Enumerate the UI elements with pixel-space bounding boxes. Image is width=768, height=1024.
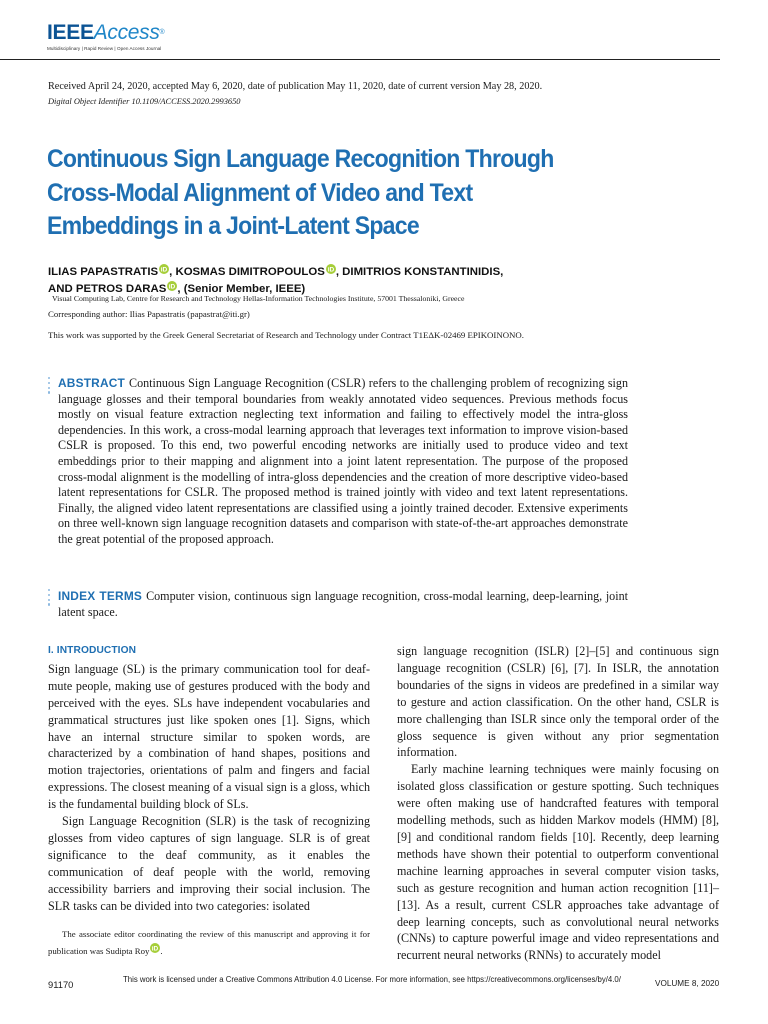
logo-ieee: IEEE [47, 21, 94, 44]
editor-footnote: The associate editor coordinating the review of this manuscript and approving it for publication was Sudipta Roy iD . [48, 929, 370, 956]
header-rule [0, 59, 720, 60]
author-name: ILIAS PAPASTRATIS [48, 266, 159, 278]
doi[interactable]: Digital Object Identifier 10.1109/ACCESS.2020.2993650 [48, 97, 241, 106]
index-terms [58, 589, 628, 620]
affiliation: Visual Computing Lab, Centre for Research and Technology Hellas-Information Technologies Institute, 57001 Thessaloniki, Greece [52, 294, 465, 303]
svg-text:iD: iD [152, 945, 159, 953]
abstract-label: ABSTRACT [58, 376, 125, 390]
orcid-icon[interactable] [326, 264, 336, 274]
corresponding-author: Corresponding author: Ilias Papastratis (papastrat@iti.gr) [48, 309, 250, 319]
body-paragraph: Sign language (SL) is the primary communication tool for deaf-mute people, making use of gestures produced with the body and perceived with the eyes. SLs have independent vocabularies and grammatical structures just like spoken ones [1]. Signs, which have an internal structure similar to spoken words, are characterized by a combination of hand shapes, positions and motion trajectories, orientations of palm and fingers and facial expressions. The closest meaning of a visual sign is a gloss, which is the fundamental building block of SLs. [48, 661, 370, 812]
publication-dates: Received April 24, 2020, accepted May 6, 2020, date of publication May 11, 2020, date of current version May 28, 2020. [48, 81, 543, 92]
volume-info: VOLUME 8, 2020 [655, 979, 720, 988]
abstract [58, 376, 628, 548]
logo-tagline: Multidisciplinary | Rapid Review | Open Access Journal [47, 46, 162, 51]
dotted-marker-icon [48, 377, 52, 396]
author-name: KOSMAS DIMITROPOULOS [175, 266, 325, 278]
svg-text:iD: iD [160, 266, 168, 274]
dotted-marker-icon [48, 589, 52, 608]
license-notice[interactable]: This work is licensed under a Creative Commons Attribution 4.0 License. For more information, see https://creativecommons.org/licenses/by/4.0/ [123, 975, 621, 984]
title-line: Continuous Sign Language Recognition Through [47, 146, 554, 173]
abstract-text: Continuous Sign Language Recognition (CSLR) refers to the challenging problem of recognizing sign language glosses and their temporal boundaries from weakly annotated video sequences. Previous methods focus mostly on visual feature extraction neglecting text information and failing to effectively model the intra-gloss dependencies. In this work, a cross-modal learning approach that leverages text information to improve vision-based CSLR is proposed. To this end, two powerful encoding networks are initially used to produce video and text embeddings prior to their mapping and alignment into a joint latent representation. The purpose of the proposed cross-modal alignment is the modelling of intra-gloss dependencies and the creation of more descriptive video-based latent representations for CSLR. The proposed method is trained jointly with video and text latent representations. Finally, the aligned video latent representations are classified using a jointly trained decoder. Extensive experiments on three well-known sign language recognition datasets and comparison with state-of-the-art approaches demonstrate the great potential of the proposed approach. [58, 376, 628, 546]
body-column-left [48, 643, 370, 915]
title-line: Cross-Modal Alignment of Video and Text [47, 179, 473, 207]
orcid-icon[interactable] [150, 943, 160, 953]
author-name: DIMITRIOS KONSTANTINIDIS, [342, 266, 504, 278]
author-name: AND PETROS DARAS [48, 282, 167, 295]
orcid-icon[interactable] [159, 264, 169, 274]
section-heading: I. INTRODUCTION [48, 645, 137, 656]
editor-note-text: The associate editor coordinating the review of this manuscript and approving it for publication was Sudipta Roy [48, 929, 370, 956]
title-line: Embeddings in a Joint-Latent Space [47, 213, 419, 240]
body-paragraph: Sign Language Recognition (SLR) is the task of recognizing glosses from video captures of sign language. SLR is of great significance to the deaf community, as it enables the communication of deaf people with the world, removing accessibility barriers and improving their social inclusion. The SLR tasks can be divided into two categories: isolated [48, 814, 370, 913]
svg-text:iD: iD [327, 266, 335, 274]
trademark-icon: ® [159, 29, 165, 36]
author-membership: , (Senior Member, IEEE) [177, 282, 306, 295]
page-number: 91170 [48, 979, 74, 990]
funding-statement: This work was supported by the Greek General Secretariat of Research and Technology under Contract T1EΔK-02469 EPIKOINONO. [48, 330, 524, 340]
body-paragraph: sign language recognition (ISLR) [2]–[5] and continuous sign language recognition (CSLR) [6], [7]. In ISLR, the annotation boundaries of the signs in videos are predefined in a similar way to gesture and action classification. On the other hand, CSLR is more challenging than ISLR since only the temporal order of the gloss sequence is given without any prior segmentation information. [397, 644, 719, 760]
index-terms-label: INDEX TERMS [58, 589, 143, 603]
index-terms-text: Computer vision, continuous sign language recognition, cross-modal learning, deep-learning, joint latent space. [58, 589, 628, 619]
paper-title [47, 143, 652, 244]
journal-logo [47, 22, 164, 51]
body-paragraph: Early machine learning techniques were mainly focusing on isolated gloss classification or gesture spotting. Such techniques were often making use of handcrafted features with temporal modelling methods, such as hidden Markov models (HMM) [8], [9] and conditional random fields [10]. Recently, deep learning methods have shown their potential to outperform conventional machine learning approaches in several computer vision tasks, such as gesture recognition and human action recognition [11]–[13]. As a result, current CSLR approaches take advantage of deep learning concepts, such as convolutional neural networks (CNNs) to capture powerful image and video representations and recurrent neural networks (RNNs) to accurately model [397, 762, 719, 963]
author-list: ILIAS PAPASTRATIS iD , KOSMAS DIMITROPOULOS iD , DIMITRIOS KONSTANTINIDIS, AND PETROS DARAS iD , (Senior Member, IEEE) [48, 266, 504, 295]
logo-access: Access [93, 21, 160, 44]
svg-text:iD: iD [169, 282, 176, 290]
orcid-icon[interactable] [167, 281, 177, 291]
body-column-right [397, 643, 719, 964]
